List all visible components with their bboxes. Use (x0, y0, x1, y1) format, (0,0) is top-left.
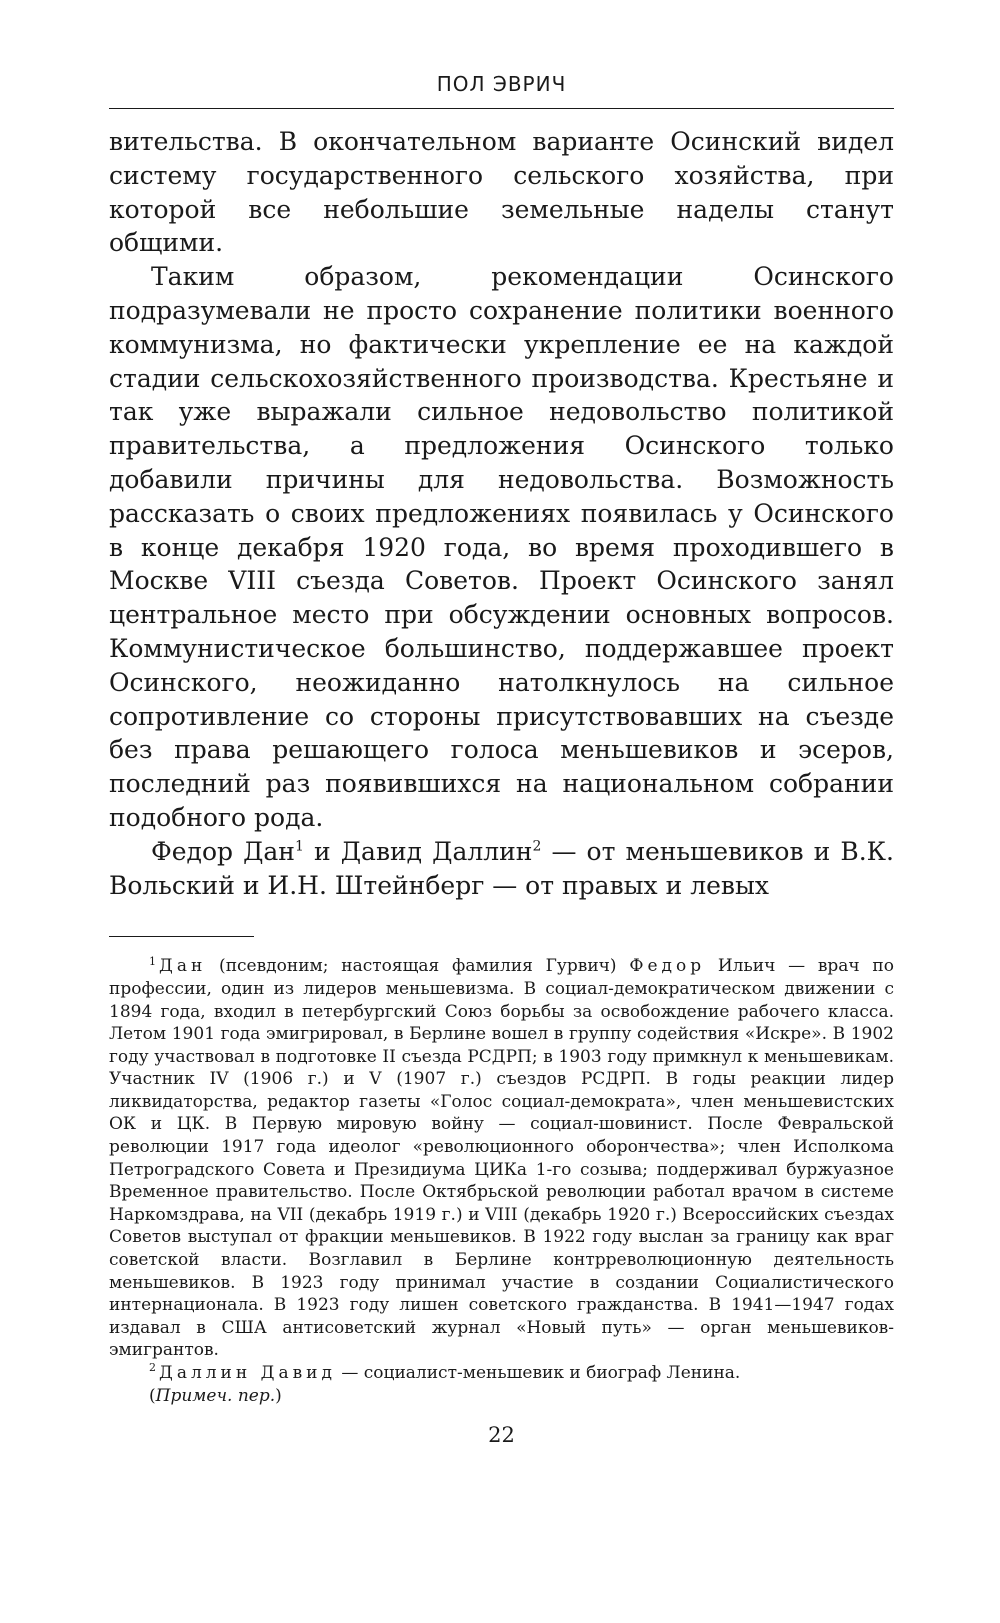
footnote-rule (109, 936, 254, 937)
footnote-ref-2: 2 (532, 838, 542, 855)
footnotes (109, 955, 894, 1407)
paragraph-2: Таким образом, рекомендации Осинского подразумевали не просто сохранение политики военного коммунизма, но фактически укрепление ее на каждой стадии сельскохозяйственного производства. Крестьяне и так уже выражали сильное недовольство политикой правительства, а предложения Осинского только добавили причины для недовольства. Возможность рассказать о своих предложениях появилась у Осинского в конце декабря 1920 года, во время проходившего в Москве VIII съезда Советов. Проект Осинского занял центральное место при обсуждении основных вопросов. Коммунистическое большинство, поддержавшее проект Осинского, неожиданно натолкнулось на сильное сопротивление со стороны присутствовавших на съезде без права решающего голоса меньшевиков и эсеров, последний раз появившихся на национальном собрании подобного рода. (109, 262, 894, 832)
paragraph-3-part-a: Федор Дан (151, 836, 295, 866)
footnote-1-number: 1 (149, 954, 156, 968)
footnote-2-translator-note (109, 1385, 894, 1408)
footnote-2 (109, 1362, 894, 1385)
footnote-2-name: Даллин Давид (159, 1363, 336, 1384)
note-paren-close: ) (275, 1385, 282, 1406)
paragraph-3 (109, 835, 894, 903)
footnote-1-pseudonym: (псевдоним; настоящая фамилия Гурвич) (206, 956, 630, 977)
header-rule (109, 108, 894, 109)
footnote-1-surname: Дан (159, 956, 207, 977)
translator-note: Примеч. пер. (155, 1385, 276, 1406)
footnote-1-text: Ильич — врач по профессии, один из лидеров меньшевизма. В социал-демократическом движении с 1894 года, входил в петербургский Союз борьбы за освобождение рабочего класса. Летом 1901 года эмигрировал, в Берлине вошел в группу содействия «Искре». В 1902 году участвовал в подготовке II съезда РСДРП; в 1903 году примкнул к меньшевикам. Участник IV (1906 г.) и V (1907 г.) съездов РСДРП. В годы реакции лидер ликвидаторства, редактор газеты «Голос социал-демократа», член меньшевистских ОК и ЦК. В Первую мировую войну — социал-шовинист. После Февральской революции 1917 года идеолог «революционного оборончества»; член Исполкома Петроградского Совета и Президиума ЦИКа 1-го созыва; поддерживал буржуазное Временное правительство. После Октябрьской революции работал врачом в системе Наркомздрава, на VII (декабрь 1919 г.) и VIII (декабрь 1920 г.) Всероссийских съездах Советов выступал от фракции меньшевиков. В 1922 году выслан за границу как враг советской власти. Возглавил в Берлине контрреволюционную деятельность меньшевиков. В 1923 году принимал участие в создании Социалистического интернационала. В 1923 году лишен советского гражданства. В 1941—1947 годах издавал в США антисоветский журнал «Новый путь» — орган меньшевиков-эмигрантов. (109, 956, 894, 1361)
footnote-1-firstname: Федор (629, 956, 706, 977)
footnote-1 (109, 955, 894, 1362)
footnote-2-text: — социалист-меньшевик и биограф Ленина. (335, 1363, 741, 1384)
main-text (109, 125, 894, 902)
footnote-2-number: 2 (149, 1361, 156, 1375)
page-number: 22 (488, 1423, 515, 1448)
book-page (109, 58, 894, 1447)
note-paren-open: ( (149, 1385, 156, 1406)
running-title: ПОЛ ЭВРИЧ (436, 72, 567, 96)
footnote-ref-1: 1 (294, 838, 304, 855)
paragraph-1: вительства. В окончательном варианте Осинский видел систему государственного сельского хозяйства, при которой все небольшие земельные наделы станут общими. (109, 127, 894, 258)
paragraph-3-part-c: — от меньшевиков и В.К. Вольский и И.Н. Штейнберг — от правых и левых (109, 836, 894, 900)
paragraph-3-part-b: и Давид Даллин (303, 836, 533, 866)
